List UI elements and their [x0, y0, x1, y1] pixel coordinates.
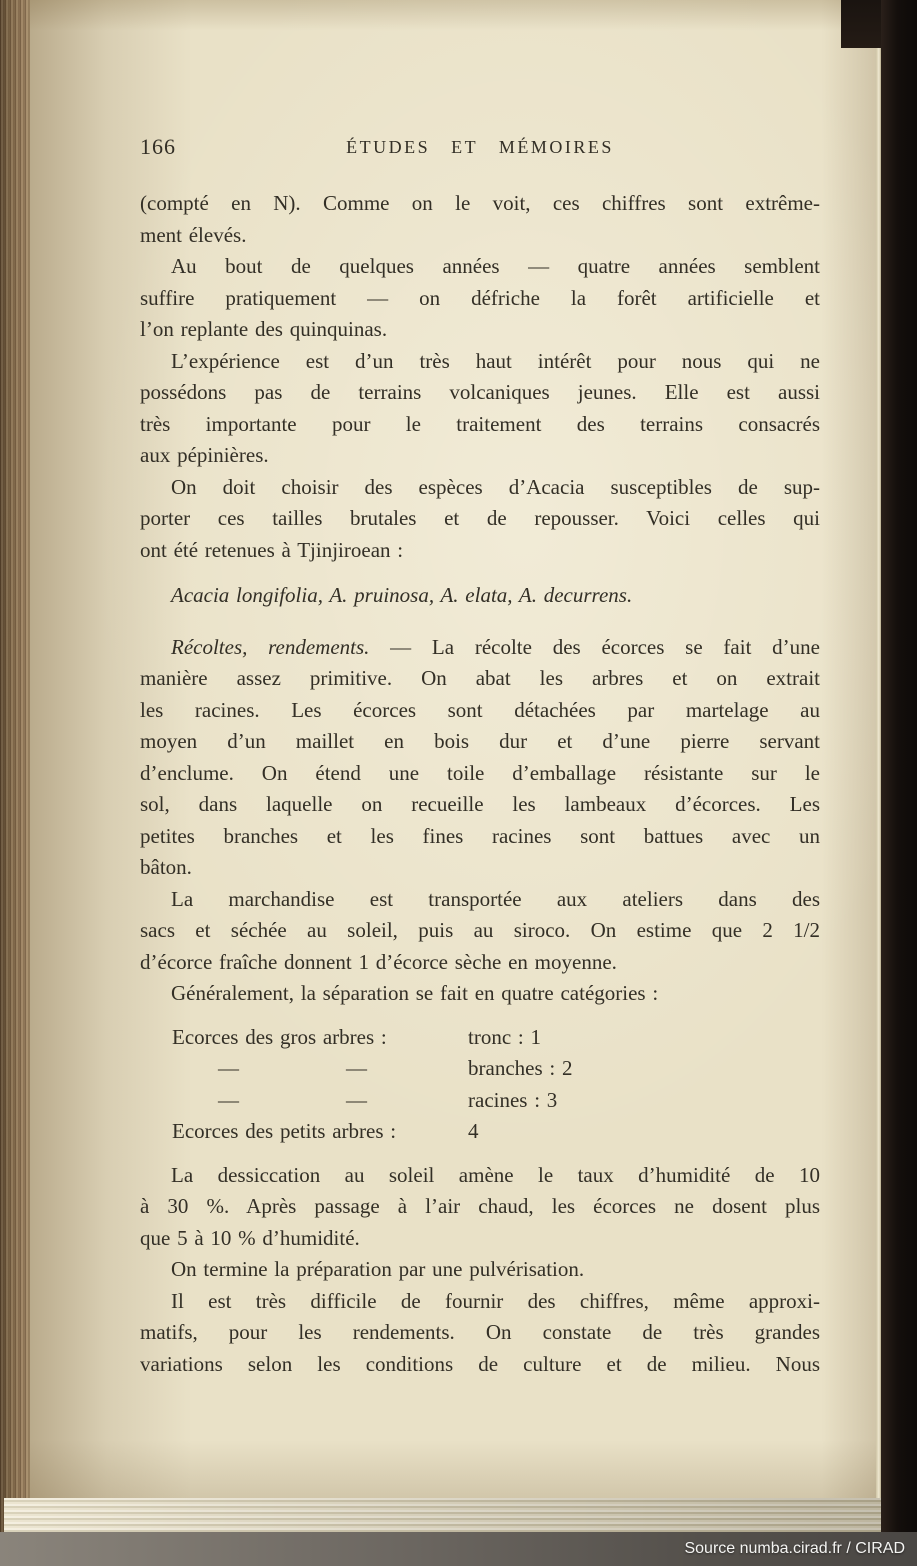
running-title: ÉTUDES ET MÉMOIRES	[346, 137, 614, 157]
page-header	[140, 134, 820, 164]
list-item-value: tronc : 1	[468, 1024, 541, 1049]
book-cover-edge	[881, 0, 917, 1566]
paragraph-lead-italic: Récoltes, rendements.	[171, 634, 370, 659]
source-bar	[0, 1532, 917, 1566]
text-line: porter ces tailles brutales et de repousser. Voici celles qui	[140, 506, 820, 530]
text-line: On termine la préparation par une pulvérisation.	[171, 1257, 585, 1281]
page-number: 166	[140, 134, 176, 159]
source-attribution: Source numba.cirad.fr / CIRAD	[684, 1540, 905, 1557]
paragraph-recoltes	[140, 632, 820, 884]
text-line	[140, 632, 820, 664]
paragraph-3	[140, 346, 820, 472]
list-item	[172, 1085, 820, 1117]
text-line: que 5 à 10 % d’humidité.	[140, 1225, 360, 1250]
text-line: On doit choisir des espèces d’Acacia susceptibles de sup-	[171, 474, 820, 499]
ditto-dash: —	[346, 1056, 367, 1080]
text-line: moyen d’un maillet en bois dur et d’une pierre servant	[140, 729, 820, 753]
paragraph-8	[140, 978, 820, 1010]
text-line: sacs et séchée au soleil, puis au siroco. On estime que 2 1/2	[140, 918, 820, 942]
paragraph-11	[140, 1286, 820, 1381]
text-line: La dessiccation au soleil amène le taux d’humidité de 10	[171, 1162, 820, 1187]
list-item-value: racines : 3	[468, 1087, 558, 1112]
text-line: L’expérience est d’un très haut intérêt pour nous qui ne	[171, 348, 820, 373]
paragraph-2	[140, 251, 820, 346]
page-stack-edge	[4, 1498, 881, 1532]
text-line: (compté en N). Comme on le voit, ces chiffres sont extrême-	[140, 191, 820, 215]
book-spine-edge	[0, 0, 30, 1566]
text-line: La marchandise est transportée aux ateliers dans des	[171, 886, 820, 911]
list-item-label: Ecorces des gros arbres :	[172, 1024, 387, 1049]
list-item	[172, 1022, 820, 1054]
text-line: possédons pas de terrains volcaniques jeunes. Elle est aussi	[140, 380, 820, 404]
text-line: Généralement, la séparation se fait en quatre catégories :	[171, 981, 659, 1005]
list-item-label: Ecorces des petits arbres :	[172, 1119, 397, 1143]
species-list-line	[140, 580, 820, 612]
list-item-value: branches : 2	[468, 1056, 573, 1080]
ditto-dashes	[172, 1053, 468, 1085]
ditto-dash: —	[218, 1056, 239, 1080]
text-line: d’écorce fraîche donnent 1 d’écorce sèche en moyenne.	[140, 949, 617, 974]
ditto-dashes	[172, 1085, 468, 1117]
text-column	[140, 134, 820, 1380]
text-line: d’enclume. On étend une toile d’emballage résistante sur le	[140, 760, 820, 785]
text-line: l’on replante des quinquinas.	[140, 317, 388, 341]
book-cover-corner	[841, 0, 881, 48]
text-line: suffire pratiquement — on défriche la forêt artificielle et	[140, 285, 820, 310]
text-line: ment élevés.	[140, 222, 247, 247]
paragraph-9	[140, 1160, 820, 1255]
list-item	[172, 1053, 820, 1085]
text-line: Acacia longifolia, A. pruinosa, A. elata, A. decurrens.	[171, 583, 633, 607]
text-line: aux pépinières.	[140, 443, 269, 467]
text-line: petites branches et les fines racines sont battues avec un	[140, 823, 820, 848]
paragraph-7	[140, 884, 820, 979]
categories-list	[172, 1022, 820, 1148]
text-line: manière assez primitive. On abat les arbres et on extrait	[140, 666, 820, 690]
text-line: variations selon les conditions de culture et de milieu. Nous	[140, 1351, 820, 1376]
ditto-dash: —	[346, 1087, 367, 1112]
text-line: Au bout de quelques années — quatre années semblent	[171, 254, 820, 278]
text-line: les racines. Les écorces sont détachées par martelage au	[140, 697, 820, 722]
paragraph-10	[140, 1254, 820, 1286]
paragraph-lead-rest: — La récolte des écorces se fait d’une	[369, 634, 820, 659]
text-line: sol, dans laquelle on recueille les lambeaux d’écorces. Les	[140, 792, 820, 816]
text-line: à 30 %. Après passage à l’air chaud, les écorces ne dosent plus	[140, 1194, 820, 1218]
paragraph-4	[140, 472, 820, 567]
text-line: bâton.	[140, 855, 192, 879]
list-item	[172, 1116, 820, 1148]
text-line: matifs, pour les rendements. On constate de très grandes	[140, 1320, 820, 1344]
paragraph-1	[140, 188, 820, 251]
text-line: ont été retenues à Tjinjiroean :	[140, 537, 404, 562]
list-item-value: 4	[468, 1119, 479, 1143]
text-line: Il est très difficile de fournir des chiffres, même approxi-	[171, 1288, 820, 1313]
text-line: très importante pour le traitement des terrains consacrés	[140, 411, 820, 436]
ditto-dash: —	[218, 1087, 239, 1112]
book-page	[30, 0, 881, 1532]
